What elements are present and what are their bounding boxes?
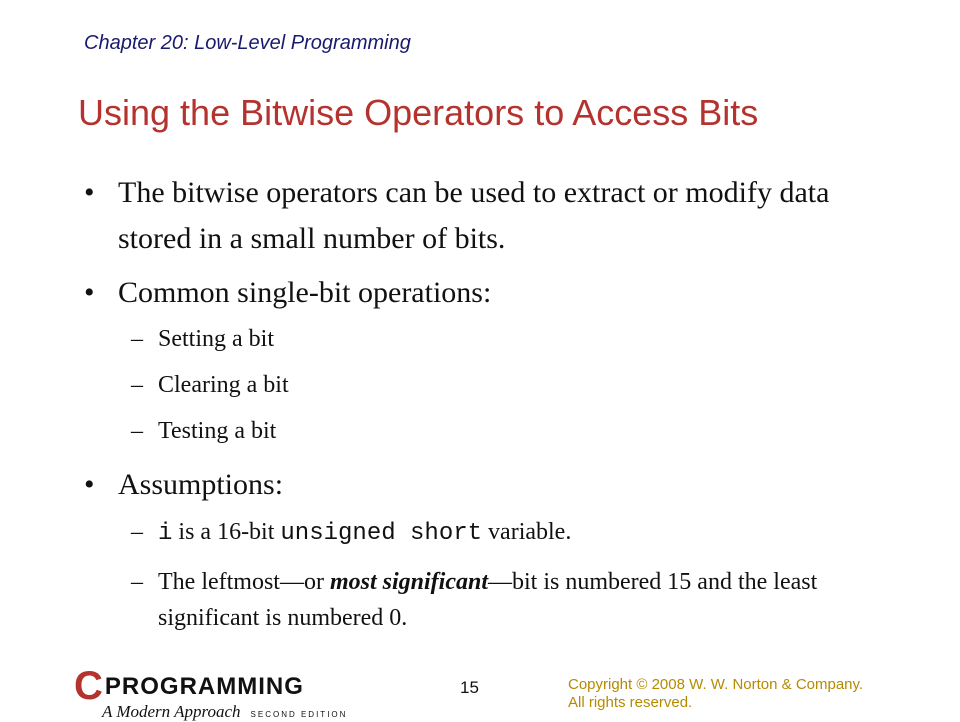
sub-bullet-text: The leftmost—or xyxy=(158,569,330,595)
emphasis-text: most significant xyxy=(329,569,488,595)
bullet-item xyxy=(84,270,884,316)
sub-bullet-item xyxy=(84,514,884,552)
sub-bullet-text: Testing a bit xyxy=(158,418,277,444)
bullet-icon: • xyxy=(84,176,95,209)
code-type: unsigned short xyxy=(280,520,483,547)
bullet-item xyxy=(84,462,884,508)
sub-bullet-item xyxy=(84,564,884,636)
sub-bullet-text: —bit is numbered 15 and the least significant is numbered 0. xyxy=(158,569,818,631)
logo-programming: PROGRAMMING xyxy=(104,673,304,700)
dash-icon: – xyxy=(131,569,143,595)
sub-bullet-item xyxy=(84,408,884,454)
slide-title: Using the Bitwise Operators to Access Bits xyxy=(78,92,759,133)
copyright-line: All rights reserved. xyxy=(568,694,693,711)
code-variable: i xyxy=(158,520,173,547)
bullet-text: Common single-bit operations: xyxy=(118,276,492,309)
chapter-label: Chapter 20: Low-Level Programming xyxy=(84,32,411,54)
bullet-text: The bitwise operators can be used to extract or modify data stored in a small number of bits. xyxy=(118,176,830,255)
sub-bullet-text: variable. xyxy=(482,519,572,545)
sub-bullet-text: Clearing a bit xyxy=(158,372,289,398)
bullet-icon: • xyxy=(84,276,95,309)
sub-bullet-item xyxy=(84,316,884,362)
dash-icon: – xyxy=(131,418,143,444)
page-number: 15 xyxy=(460,678,479,697)
bullet-item xyxy=(84,170,884,262)
sub-bullet-item xyxy=(84,362,884,408)
sub-bullet-text: is a 16-bit xyxy=(172,519,281,545)
copyright-line: Copyright © 2008 W. W. Norton & Company. xyxy=(568,676,864,693)
copyright-notice xyxy=(568,676,863,712)
bullet-text: Assumptions: xyxy=(118,468,284,501)
book-logo xyxy=(74,664,348,721)
logo-edition: SECOND EDITION xyxy=(250,710,348,719)
dash-icon: – xyxy=(131,372,143,398)
bullet-icon: • xyxy=(84,468,95,501)
logo-c-letter: C xyxy=(74,664,103,708)
dash-icon: – xyxy=(131,326,143,352)
logo-subtitle: A Modern Approach xyxy=(102,702,241,721)
dash-icon: – xyxy=(131,519,143,545)
sub-bullet-text: Setting a bit xyxy=(158,326,274,352)
slide-body xyxy=(84,170,884,636)
